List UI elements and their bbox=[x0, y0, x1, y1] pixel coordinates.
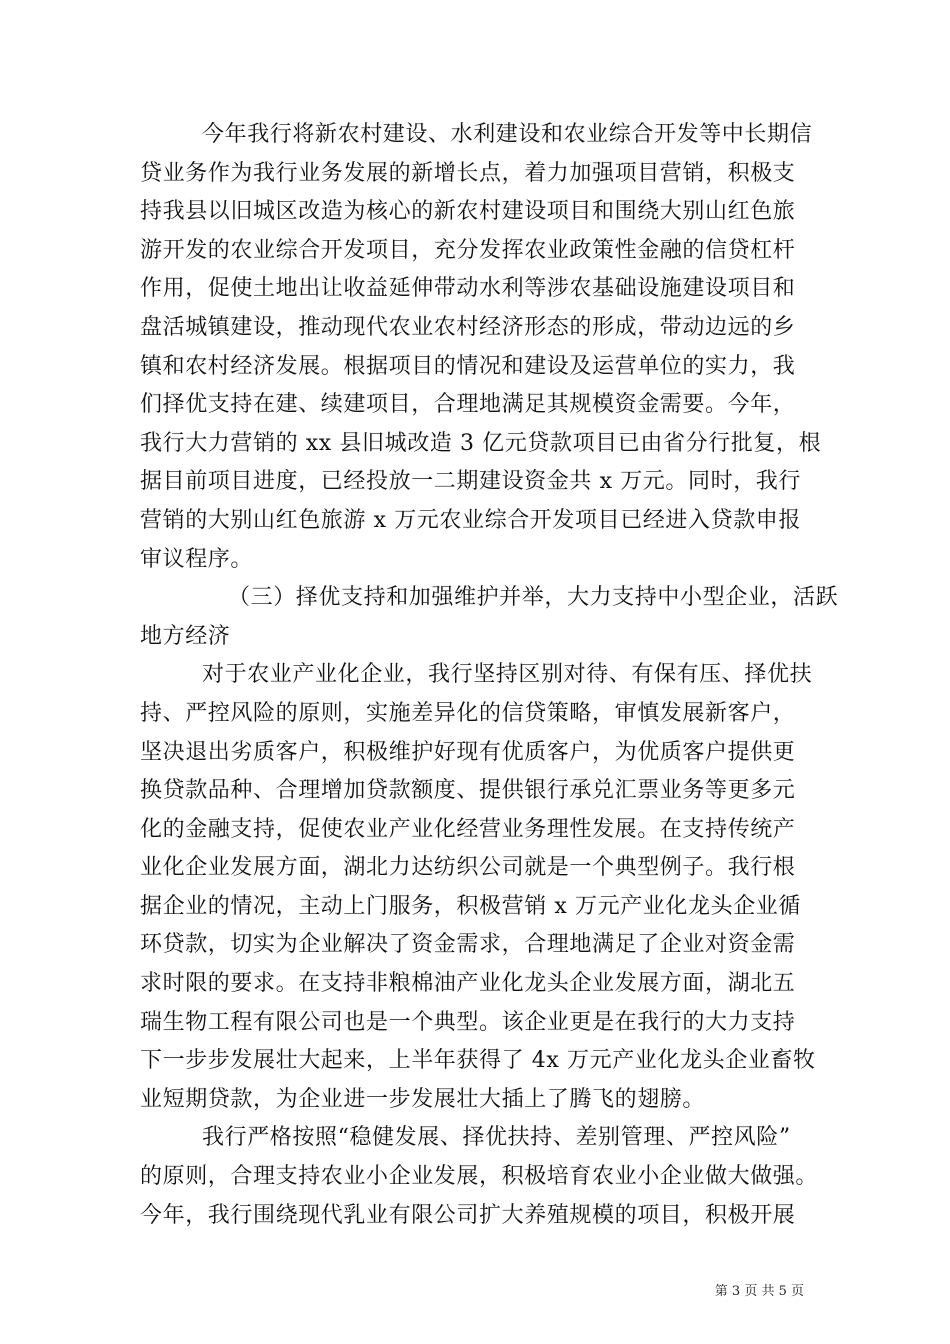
paragraph-line: 据企业的情况，主动上门服务，积极营销 x 万元产业化龙头企业循 bbox=[140, 893, 801, 919]
paragraph-line: 持我县以旧城区改造为核心的新农村建设项目和围绕大别山红色旅 bbox=[140, 199, 796, 225]
paragraph-line: 业化企业发展方面，湖北力达纺织公司就是一个典型例子。我行根 bbox=[140, 855, 796, 881]
paragraph-line: 下一步步发展壮大起来，上半年获得了 4x 万元产业化龙头企业畜牧 bbox=[140, 1048, 816, 1074]
paragraph-line: 瑞生物工程有限公司也是一个典型。该企业更是在我行的大力支持 bbox=[140, 1009, 796, 1035]
section-heading-continued: 地方经济 bbox=[140, 623, 231, 649]
paragraph-line: 换贷款品种、合理增加贷款额度、提供银行承兑汇票业务等更多元 bbox=[140, 778, 796, 804]
paragraph-line: 贷业务作为我行业务发展的新增长点，着力加强项目营销，积极支 bbox=[140, 160, 796, 186]
paragraph-line: 据目前项目进度，已经投放一二期建设资金共 x 万元。同时，我行 bbox=[140, 469, 801, 495]
paragraph-line: 化的金融支持，促使农业产业化经营业务理性发展。在支持传统产 bbox=[140, 816, 796, 842]
paragraph-line: 盘活城镇建设，推动现代农业农村经济形态的形成，带动边远的乡 bbox=[140, 314, 796, 340]
paragraph-line: 的原则，合理支持农业小企业发展，积极培育农业小企业做大做强。 bbox=[140, 1164, 819, 1190]
paragraph-line: 我行严格按照“稳健发展、择优扶持、差别管理、严控风险” bbox=[202, 1125, 791, 1151]
paragraph-line: 我行大力营销的 xx 县旧城改造 3 亿元贷款项目已由省分行批复，根 bbox=[140, 430, 822, 456]
paragraph-line: 们择优支持在建、续建项目，合理地满足其规模资金需要。今年， bbox=[140, 392, 796, 418]
section-heading: （三）择优支持和加强维护并举，大力支持中小型企业，活跃 bbox=[228, 585, 839, 611]
paragraph-line: 坚决退出劣质客户，积极维护好现有优质客户，为优质客户提供更 bbox=[140, 739, 796, 765]
paragraph-line: 对于农业产业化企业，我行坚持区别对待、有保有压、择优扶 bbox=[202, 662, 813, 688]
body-text bbox=[140, 116, 839, 1235]
paragraph-line: 镇和农村经济发展。根据项目的情况和建设及运营单位的实力，我 bbox=[140, 353, 796, 379]
paragraph-line: 环贷款，切实为企业解决了资金需求，合理地满足了企业对资金需 bbox=[140, 932, 796, 958]
paragraph-line: 求时限的要求。在支持非粮棉油产业化龙头企业发展方面，湖北五 bbox=[140, 971, 796, 997]
paragraph-line: 业短期贷款，为企业进一步发展壮大插上了腾飞的翅膀。 bbox=[140, 1086, 706, 1112]
paragraph-line: 持、严控风险的原则，实施差异化的信贷策略，审慎发展新客户， bbox=[140, 700, 796, 726]
paragraph-line: 今年我行将新农村建设、水利建设和农业综合开发等中长期信 bbox=[202, 122, 813, 147]
paragraph-line: 审议程序。 bbox=[140, 546, 254, 572]
paragraph-line: 营销的大别山红色旅游 x 万元农业综合开发项目已经进入贷款申报 bbox=[140, 507, 801, 533]
paragraph-line: 游开发的农业综合开发项目，充分发挥农业政策性金融的信贷杠杆 bbox=[140, 237, 796, 263]
page-number: 第 3 页 共 5 页 bbox=[714, 1284, 804, 1299]
paragraph-line: 今年，我行围绕现代乳业有限公司扩大养殖规模的项目，积极开展 bbox=[140, 1202, 796, 1228]
paragraph-line: 作用，促使土地出让收益延伸带动水利等涉农基础设施建设项目和 bbox=[140, 276, 796, 302]
